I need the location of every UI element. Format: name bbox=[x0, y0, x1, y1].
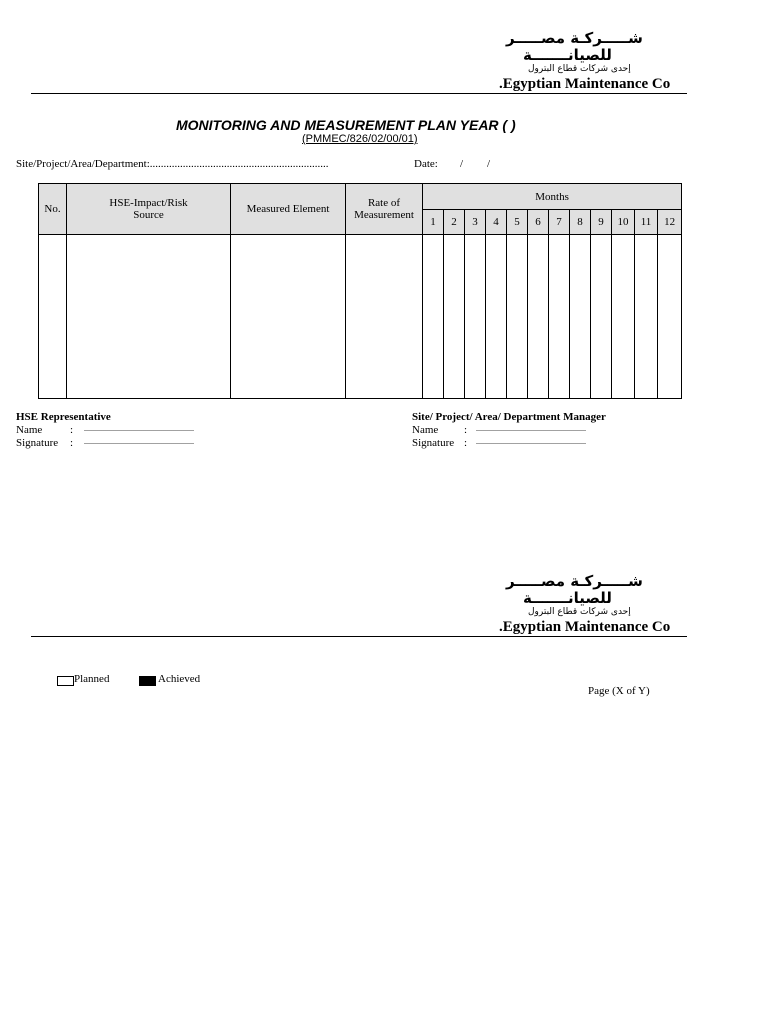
cell-month[interactable] bbox=[486, 235, 507, 399]
cell-month[interactable] bbox=[444, 235, 465, 399]
month-header: 8 bbox=[570, 210, 591, 235]
document-code: (PMMEC/826/02/00/01) bbox=[302, 133, 418, 145]
achieved-label: Achieved bbox=[158, 673, 201, 685]
header-rule bbox=[31, 636, 687, 637]
month-header: 12 bbox=[658, 210, 682, 235]
colon: : bbox=[70, 437, 74, 449]
cell-rate[interactable] bbox=[346, 235, 423, 399]
cell-month[interactable] bbox=[658, 235, 682, 399]
cell-month[interactable] bbox=[507, 235, 528, 399]
date-label: Date: bbox=[414, 158, 438, 170]
colon: : bbox=[464, 437, 468, 449]
colon: : bbox=[70, 424, 74, 436]
month-header: 9 bbox=[591, 210, 612, 235]
header-element: Measured Element bbox=[231, 184, 346, 235]
plan-table bbox=[38, 183, 682, 399]
page-title: MONITORING AND MEASUREMENT PLAN YEAR ( ) bbox=[176, 117, 516, 133]
month-header: 7 bbox=[549, 210, 570, 235]
cell-source[interactable] bbox=[67, 235, 231, 399]
header-source: HSE-Impact/Risk Source bbox=[67, 184, 231, 235]
cell-month[interactable] bbox=[465, 235, 486, 399]
company-name-arabic-2: للصيانـــــــة bbox=[523, 589, 612, 607]
cell-month[interactable] bbox=[591, 235, 612, 399]
signature-label: Signature bbox=[16, 437, 59, 449]
table-row bbox=[39, 235, 682, 399]
month-header: 10 bbox=[612, 210, 635, 235]
signature-field[interactable]: ....................................................... bbox=[84, 437, 194, 446]
name-label: Name bbox=[412, 424, 439, 436]
colon: : bbox=[464, 424, 468, 436]
page-number: Page (X of Y) bbox=[588, 685, 650, 697]
company-name-arabic: شـــــركـة مصـــــر bbox=[506, 29, 643, 47]
name-field[interactable]: ....................................................... bbox=[84, 424, 194, 433]
month-header: 4 bbox=[486, 210, 507, 235]
company-name-english: .Egyptian Maintenance Co bbox=[499, 619, 671, 635]
company-subtitle-arabic: إحدى شركات قطاع البترول bbox=[528, 64, 631, 74]
company-name-arabic-2: للصيانـــــــة bbox=[523, 46, 612, 64]
cell-no[interactable] bbox=[39, 235, 67, 399]
hse-representative-title: HSE Representative bbox=[16, 411, 111, 423]
header-rate: Rate of Measurement bbox=[346, 184, 423, 235]
month-header: 1 bbox=[423, 210, 444, 235]
month-header: 3 bbox=[465, 210, 486, 235]
name-field[interactable]: ....................................................... bbox=[476, 424, 586, 433]
cell-month[interactable] bbox=[570, 235, 591, 399]
cell-month[interactable] bbox=[635, 235, 658, 399]
date-separator: / bbox=[487, 158, 491, 170]
cell-month[interactable] bbox=[528, 235, 549, 399]
cell-month[interactable] bbox=[549, 235, 570, 399]
cell-month[interactable] bbox=[612, 235, 635, 399]
cell-element[interactable] bbox=[231, 235, 346, 399]
month-header: 11 bbox=[635, 210, 658, 235]
signature-field[interactable]: ....................................................... bbox=[476, 437, 586, 446]
signature-label: Signature bbox=[412, 437, 455, 449]
month-header: 5 bbox=[507, 210, 528, 235]
header-rule bbox=[31, 93, 687, 94]
date-separator: / bbox=[460, 158, 464, 170]
manager-title: Site/ Project/ Area/ Department Manager bbox=[412, 411, 606, 423]
site-field[interactable]: Site/Project/Area/Department:................................................................. bbox=[16, 158, 329, 170]
company-subtitle-arabic: إحدى شركات قطاع البترول bbox=[528, 607, 631, 617]
achieved-swatch bbox=[139, 676, 156, 686]
cell-month[interactable] bbox=[423, 235, 444, 399]
company-name-arabic: شـــــركـة مصـــــر bbox=[506, 572, 643, 590]
header-no: No. bbox=[39, 184, 67, 235]
header-months: Months bbox=[423, 184, 682, 210]
month-header: 2 bbox=[444, 210, 465, 235]
company-name-english: .Egyptian Maintenance Co bbox=[499, 76, 671, 92]
planned-swatch bbox=[57, 676, 74, 686]
name-label: Name bbox=[16, 424, 43, 436]
planned-label: Planned bbox=[74, 673, 110, 685]
month-header: 6 bbox=[528, 210, 549, 235]
